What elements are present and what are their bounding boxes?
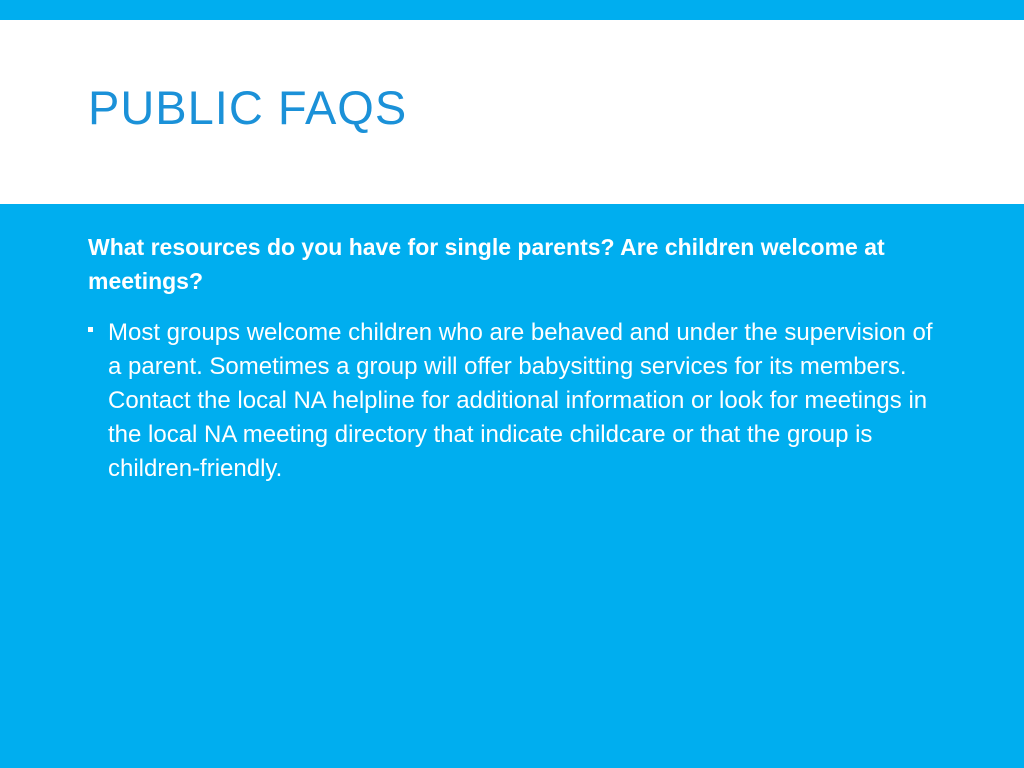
content-panel [0,204,1024,768]
top-accent-bar [0,0,1024,20]
slide-title: PUBLIC FAQS [88,81,408,134]
faq-question: What resources do you have for single parents? Are children welcome at meetings? [88,234,885,294]
list-item [88,316,948,486]
answer-list [88,316,948,486]
bullet-icon [88,327,93,332]
answer-text: Most groups welcome children who are behaved and under the supervision of a parent. Sometimes a group will offer babysitting services for its members. Contact the local NA helpline for additional information or look for meetings in the local NA meeting directory that indicate childcare or that the group is children-friendly. [108,319,933,482]
